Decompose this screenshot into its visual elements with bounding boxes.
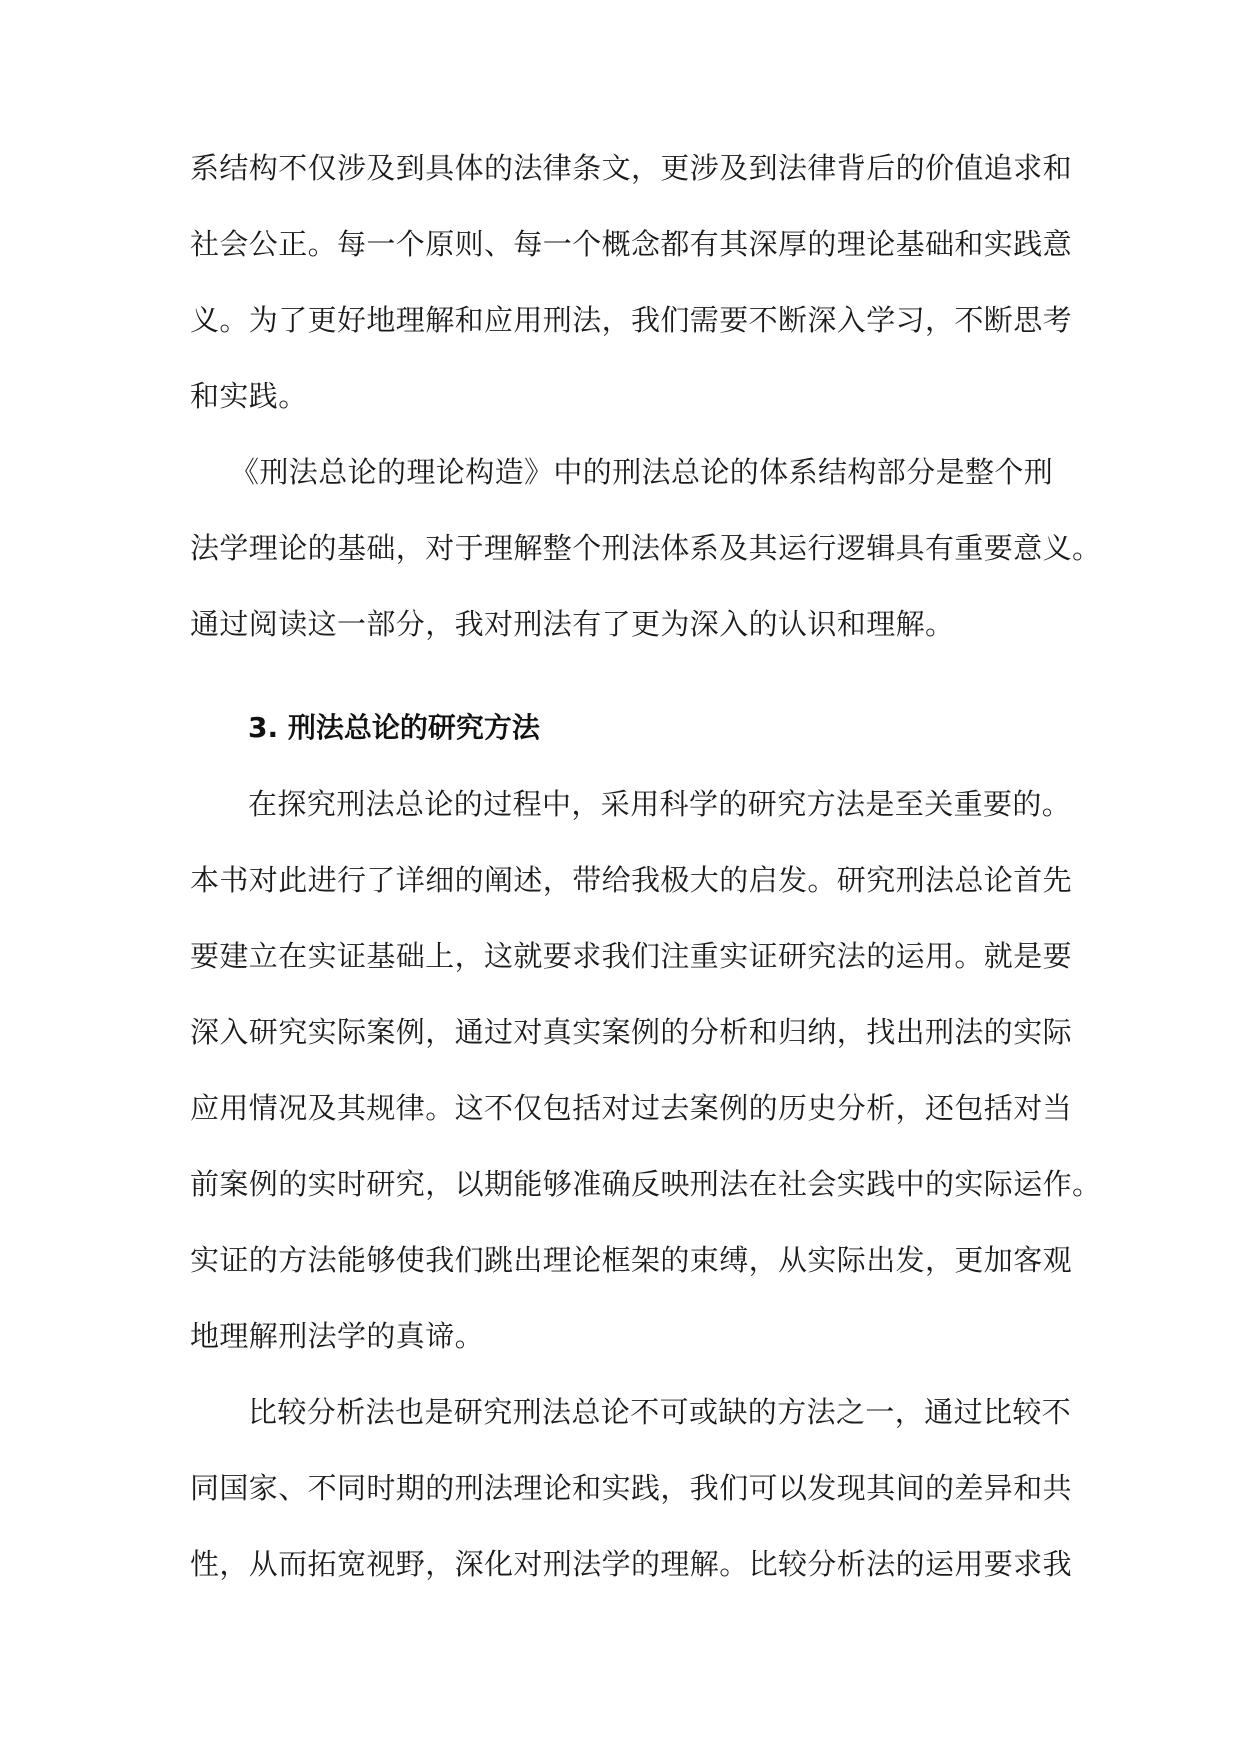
paragraph-3-line-4: 深入研究实际案例，通过对真实案例的分析和归纳，找出刑法的实际 — [190, 1015, 1073, 1049]
paragraph-1-line-1: 系结构不仅涉及到具体的法律条文，更涉及到法律背后的价值追求和 — [190, 151, 1073, 185]
paragraph-2-line-1: 《刑法总论的理论构造》中的刑法总论的体系结构部分是整个刑 — [230, 455, 1054, 489]
paragraph-3-line-2: 本书对此进行了详细的阐述，带给我极大的启发。研究刑法总论首先 — [190, 863, 1073, 897]
paragraph-3-line-6: 前案例的实时研究，以期能够准确反映刑法在社会实践中的实际运作。 — [190, 1167, 1102, 1201]
paragraph-2-line-3: 通过阅读这一部分，我对刑法有了更为深入的认识和理解。 — [190, 607, 955, 641]
paragraph-3-line-5: 应用情况及其规律。这不仅包括对过去案例的历史分析，还包括对当 — [190, 1091, 1073, 1125]
paragraph-1-line-2: 社会公正。每一个原则、每一个概念都有其深厚的理论基础和实践意 — [190, 227, 1073, 261]
section-heading: 3. 刑法总论的研究方法 — [248, 711, 540, 744]
paragraph-3-line-1: 在探究刑法总论的过程中，采用科学的研究方法是至关重要的。 — [248, 787, 1072, 821]
paragraph-2-line-2: 法学理论的基础，对于理解整个刑法体系及其运行逻辑具有重要意义。 — [190, 531, 1102, 565]
paragraph-1-line-4: 和实践。 — [190, 379, 308, 413]
paragraph-3-line-7: 实证的方法能够使我们跳出理论框架的束缚，从实际出发，更加客观 — [190, 1243, 1073, 1277]
paragraph-3-line-3: 要建立在实证基础上，这就要求我们注重实证研究法的运用。就是要 — [190, 939, 1073, 973]
paragraph-4-line-1: 比较分析法也是研究刑法总论不可或缺的方法之一，通过比较不 — [248, 1395, 1072, 1429]
paragraph-4-line-2: 同国家、不同时期的刑法理论和实践，我们可以发现其间的差异和共 — [190, 1471, 1073, 1505]
paragraph-4-line-3: 性，从而拓宽视野，深化对刑法学的理解。比较分析法的运用要求我 — [190, 1547, 1073, 1581]
paragraph-3-line-8: 地理解刑法学的真谛。 — [190, 1319, 485, 1353]
paragraph-1-line-3: 义。为了更好地理解和应用刑法，我们需要不断深入学习，不断思考 — [190, 303, 1073, 337]
